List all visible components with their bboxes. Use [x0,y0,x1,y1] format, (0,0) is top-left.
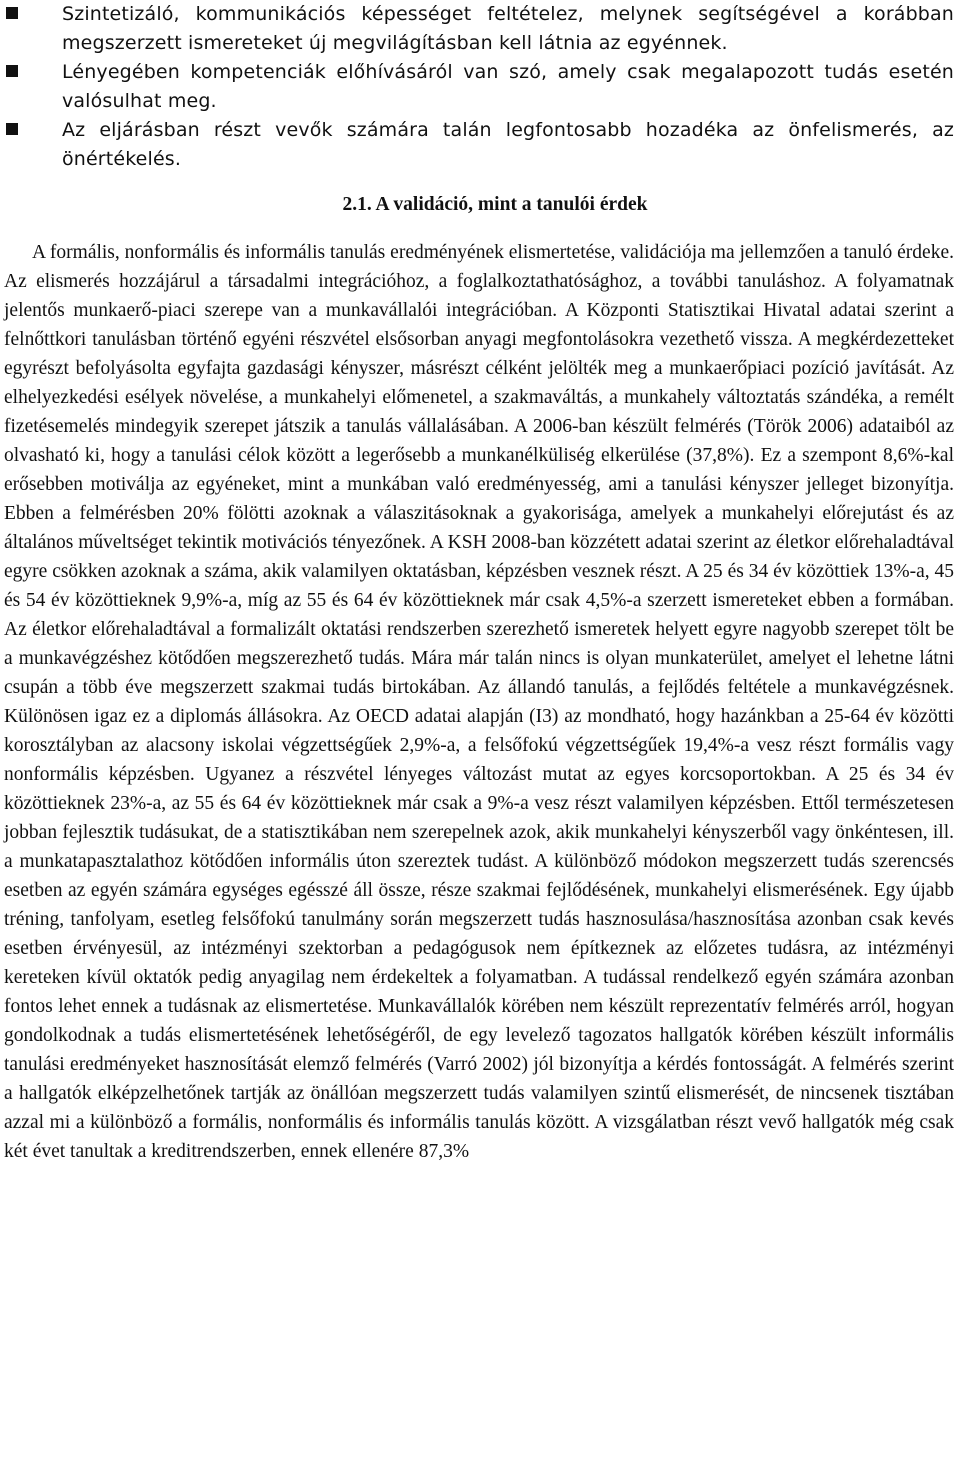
bullet-text: Szintetizáló, kommunikációs képességet feltételez, melynek segítségével a korábban megszerzett ismereteket új megvilágításban kell látnia az egyénnek. [62,3,954,54]
bullet-item [4,0,956,58]
bullet-text: Lényegében kompetenciák előhívásáról van szó, amely csak megalapozott tudás esetén valósulhat meg. [62,61,954,112]
square-bullet-icon [6,7,18,19]
bullet-text: Az eljárásban részt vevők számára talán legfontosabb hozadéka az önfelismerés, az önértékelés. [62,119,954,170]
bullet-item [4,116,956,174]
square-bullet-icon [6,65,18,77]
square-bullet-icon [6,123,18,135]
bullet-list [4,0,956,174]
section-heading: 2.1. A validáció, mint a tanulói érdek [342,194,648,215]
body-paragraph: A formális, nonformális és informális tanulás eredményének elismertetése, validációja ma jellemzően a tanuló érdeke. Az elismerés hozzájárul a társadalmi integrációhoz, a foglalkoztathatósághoz, a további tanuláshoz. A folyamatnak jelentős munkaerő-piaci szerepe van a munkavállalói integrációban. A Központi Statisztikai Hivatal adatai szerint a felnőttkori tanulásban történő egyéni részvétel elsősorban anyagi megfontolásokra vezethető vissza. A megkérdezetteket egyrészt befolyásolta egyfajta gazdasági kényszer, másrészt célként jelölték meg a munkaerőpiaci pozíció javítását. Az elhelyezkedési esélyek növelése, a munkahelyi előmenetel, a szakmaváltás, a munkahely változtatás szándéka, a remélt fizetésemelés mindegyik szerepet játszik a tanulás vállalásában. A 2006-ban készült felmérés (Török 2006) adataiból az olvasható ki, hogy a tanulási célok között a legerősebb a munkanélküliség elkerülése (37,8%). Ez a szempont 8,6%-kal erősebben motiválja az egyéneket, mint a munkában való eredményesség, ami a tanulási kényszer jelleget bizonyítja. Ebben a felmérésben 20% fölötti azoknak a válaszitásoknak a gyakorisága, amelyek a munkahelyi előrejutást és az általános műveltséget tekintik motivációs tényezőnek. A KSH 2008-ban közzétett adatai szerint az életkor előrehaladtával egyre csökken azoknak a száma, akik valamilyen oktatásban, képzésben vesznek részt. A 25 és 34 év közöttiek 13%-a, 45 és 54 év közöttieknek 9,9%-a, míg az 55 és 64 év közöttieknek már csak 4,5%-a szerzett ismereteket ebben a formában. Az életkor előrehaladtával a formalizált oktatási rendszerben szerezhető ismeretek helyett egyre nagyobb szerepet tölt be a munkavégzéshez kötődően megszerezhető tudás. Mára már talán nincs is olyan munkaterület, amelyet el lehetne látni csupán a több éve megszerzett szakmai tudás birtokában. Az állandó tanulás, a fejlődés feltétele a munkavégzésnek. Különösen igaz ez a diplomás állásokra. Az OECD adatai alapján (I3) az mondható, hogy hazánkban a 25-64 év közötti korosztályban az alacsony iskolai végzettségűek 2,9%-a, a felsőfokú végzettségűek 19,4%-a vesz részt formális vagy nonformális képzésben. Ugyanez a részvétel lényeges változást mutat az egyes korcsoportokban. A 25 és 34 év közöttieknek 23%-a, az 55 és 64 év közöttieknek már csak a 9%-a vesz részt valamilyen képzésben. Ettől természetesen jobban fejlesztik tudásukat, de a statisztikában nem szerepelnek azok, akik munkahelyi kényszerből vagy önkéntesen, ill. a munkatapasztalathoz kötődően informális úton szereztek tudást. A különböző módokon megszerzett tudás szerencsés esetben az egyén számára egységes egésszé áll össze, része szakmai fejlődésének, munkahelyi elismerésének. Egy újabb tréning, tanfolyam, esetleg felsőfokú tanulmány során megszerzett tudás hasznosulása/hasznosítása azonban csak kevés esetben érvényesül, az intézményi szektorban a pedagógusok nem építkeznek az előzetes tudásra, az intézményi kereteken kívül oktatók pedig anyagilag nem érdekeltek a folyamatban. A tudással rendelkező egyén számára azonban fontos lehet ennek a tudásnak az elismertetése. Munkavállalók körében nem készült reprezentatív felmérés arról, hogyan gondolkodnak a tudás elismertetésének lehetőségéről, de egy levelező tagozatos hallgatók körében készült informális tanulási eredményeket hasznosítását elemző felmérés (Varró 2002) jól bizonyítja a kérdés fontosságát. A felmérés szerint a hallgatók elképzelhetőnek tartják az önállóan megszerzett tudás valamilyen szintű elismerését, de nincsenek tisztában azzal mi a különböző a formális, nonformális és informális tanulás között. A vizsgálatban részt vevő hallgatók még csak két évet tanultak a kreditrendszerben, ennek ellenére 87,3% [4,242,954,1162]
bullet-item [4,58,956,116]
